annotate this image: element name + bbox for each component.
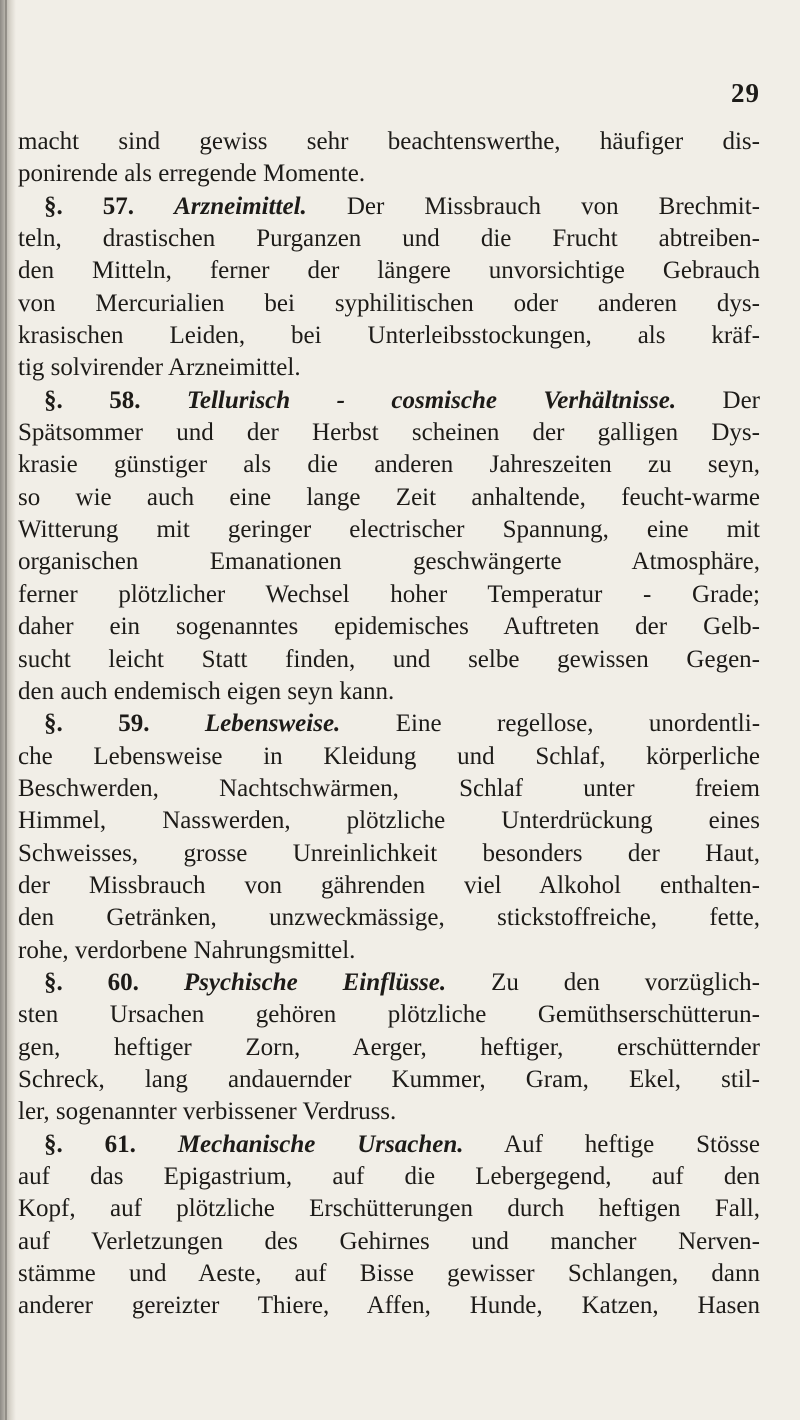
text-line: Schreck, lang andauernder Kummer, Gram, Ekel, stil- (18, 1065, 760, 1093)
section-number: §. 59. (44, 710, 150, 738)
text-line: Beschwerden, Nachtschwärmen, Schlaf unter freiem (18, 774, 760, 802)
text-line: stämme und Aeste, auf Bisse gewisser Schlangen, dann (18, 1260, 760, 1288)
text-line: Kopf, auf plötzliche Erschütterungen durch heftigen Fall, (18, 1195, 760, 1223)
text-line: Himmel, Nasswerden, plötzliche Unterdrückung eines (18, 807, 760, 835)
section-heading: Arzneimittel. (174, 192, 307, 220)
section-57-first-line (18, 191, 760, 223)
text-line: Witterung mit geringer electrischer Spannung, eine mit (18, 516, 760, 544)
section-number: §. 58. (44, 386, 141, 414)
text-line: Spätsommer und der Herbst scheinen der galligen Dys- (18, 419, 760, 447)
book-binding-shadow (0, 0, 16, 1420)
text-line: ponirende als erregende Momente. (18, 160, 366, 188)
text-run: Auf heftige Stösse (504, 1130, 760, 1158)
section-61-first-line (18, 1129, 760, 1161)
text-run: Zu den vorzüglich- (491, 968, 760, 996)
section-heading: Mechanische Ursachen. (177, 1130, 464, 1158)
text-line: auf das Epigastrium, auf die Lebergegend, auf den (18, 1163, 760, 1190)
text-line: tig solvirender Arzneimittel. (18, 354, 301, 382)
text-line: krasie günstiger als die anderen Jahreszeiten zu seyn, (18, 451, 760, 479)
page-body-text (18, 126, 760, 1323)
section-heading: Tellurisch - cosmische Verhältnisse. (186, 386, 677, 414)
text-run: Der Missbrauch von Brechmit- (346, 192, 760, 220)
text-line: teln, drastischen Purganzen und die Frucht abtreiben- (18, 225, 760, 253)
text-run: Eine regellose, unordentli- (395, 710, 760, 738)
text-line: ferner plötzlicher Wechsel hoher Temperatur - Grade; (18, 580, 760, 608)
section-number: §. 60. (44, 968, 139, 996)
text-line: organischen Emanationen geschwängerte Atmosphäre, (18, 548, 760, 576)
text-run: Der (722, 386, 760, 414)
text-line: ler, sogenannter verbissener Verdruss. (18, 1098, 397, 1126)
text-line: der Missbrauch von gährenden viel Alkohol enthalten- (18, 871, 760, 899)
page-number: 29 (731, 78, 760, 108)
section-58-first-line (18, 385, 760, 417)
text-line: Schweisses, grosse Unreinlichkeit besonders der Haut, (18, 839, 760, 867)
section-heading: Lebensweise. (204, 710, 341, 738)
text-line: anderer gereizter Thiere, Affen, Hunde, Katzen, Hasen (18, 1292, 760, 1320)
text-line: krasischen Leiden, bei Unterleibsstockungen, als kräf- (18, 322, 760, 350)
text-line: che Lebensweise in Kleidung und Schlaf, körperliche (18, 742, 760, 770)
section-heading: Psychische Einflüsse. (183, 968, 447, 996)
section-60-first-line (18, 967, 760, 999)
text-line: den Getränken, unzweckmässige, stickstoffreiche, fette, (18, 904, 760, 932)
text-line: gen, heftiger Zorn, Aerger, heftiger, erschütternder (18, 1033, 760, 1061)
text-line: rohe, verdorbene Nahrungsmittel. (18, 936, 356, 964)
text-line: so wie auch eine lange Zeit anhaltende, feucht-warme (18, 483, 760, 511)
text-line: den Mitteln, ferner der längere unvorsichtige Gebrauch (18, 257, 760, 285)
text-line: sucht leicht Statt finden, und selbe gewissen Gegen- (18, 645, 760, 673)
text-line: von Mercurialien bei syphilitischen oder anderen dys- (18, 289, 760, 317)
text-line: daher ein sogenanntes epidemisches Auftreten der Gelb- (18, 613, 760, 641)
text-line: auf Verletzungen des Gehirnes und mancher Nerven- (18, 1227, 760, 1255)
section-number: §. 61. (44, 1130, 136, 1158)
section-number: §. 57. (44, 192, 135, 220)
text-line: macht sind gewiss sehr beachtenswerthe, häufiger dis- (18, 128, 760, 155)
section-59-first-line (18, 708, 760, 740)
binding-edge-line (5, 0, 7, 1420)
text-line: den auch endemisch eigen seyn kann. (18, 677, 395, 705)
text-line: sten Ursachen gehören plötzliche Gemüthserschütterun- (18, 1001, 760, 1029)
